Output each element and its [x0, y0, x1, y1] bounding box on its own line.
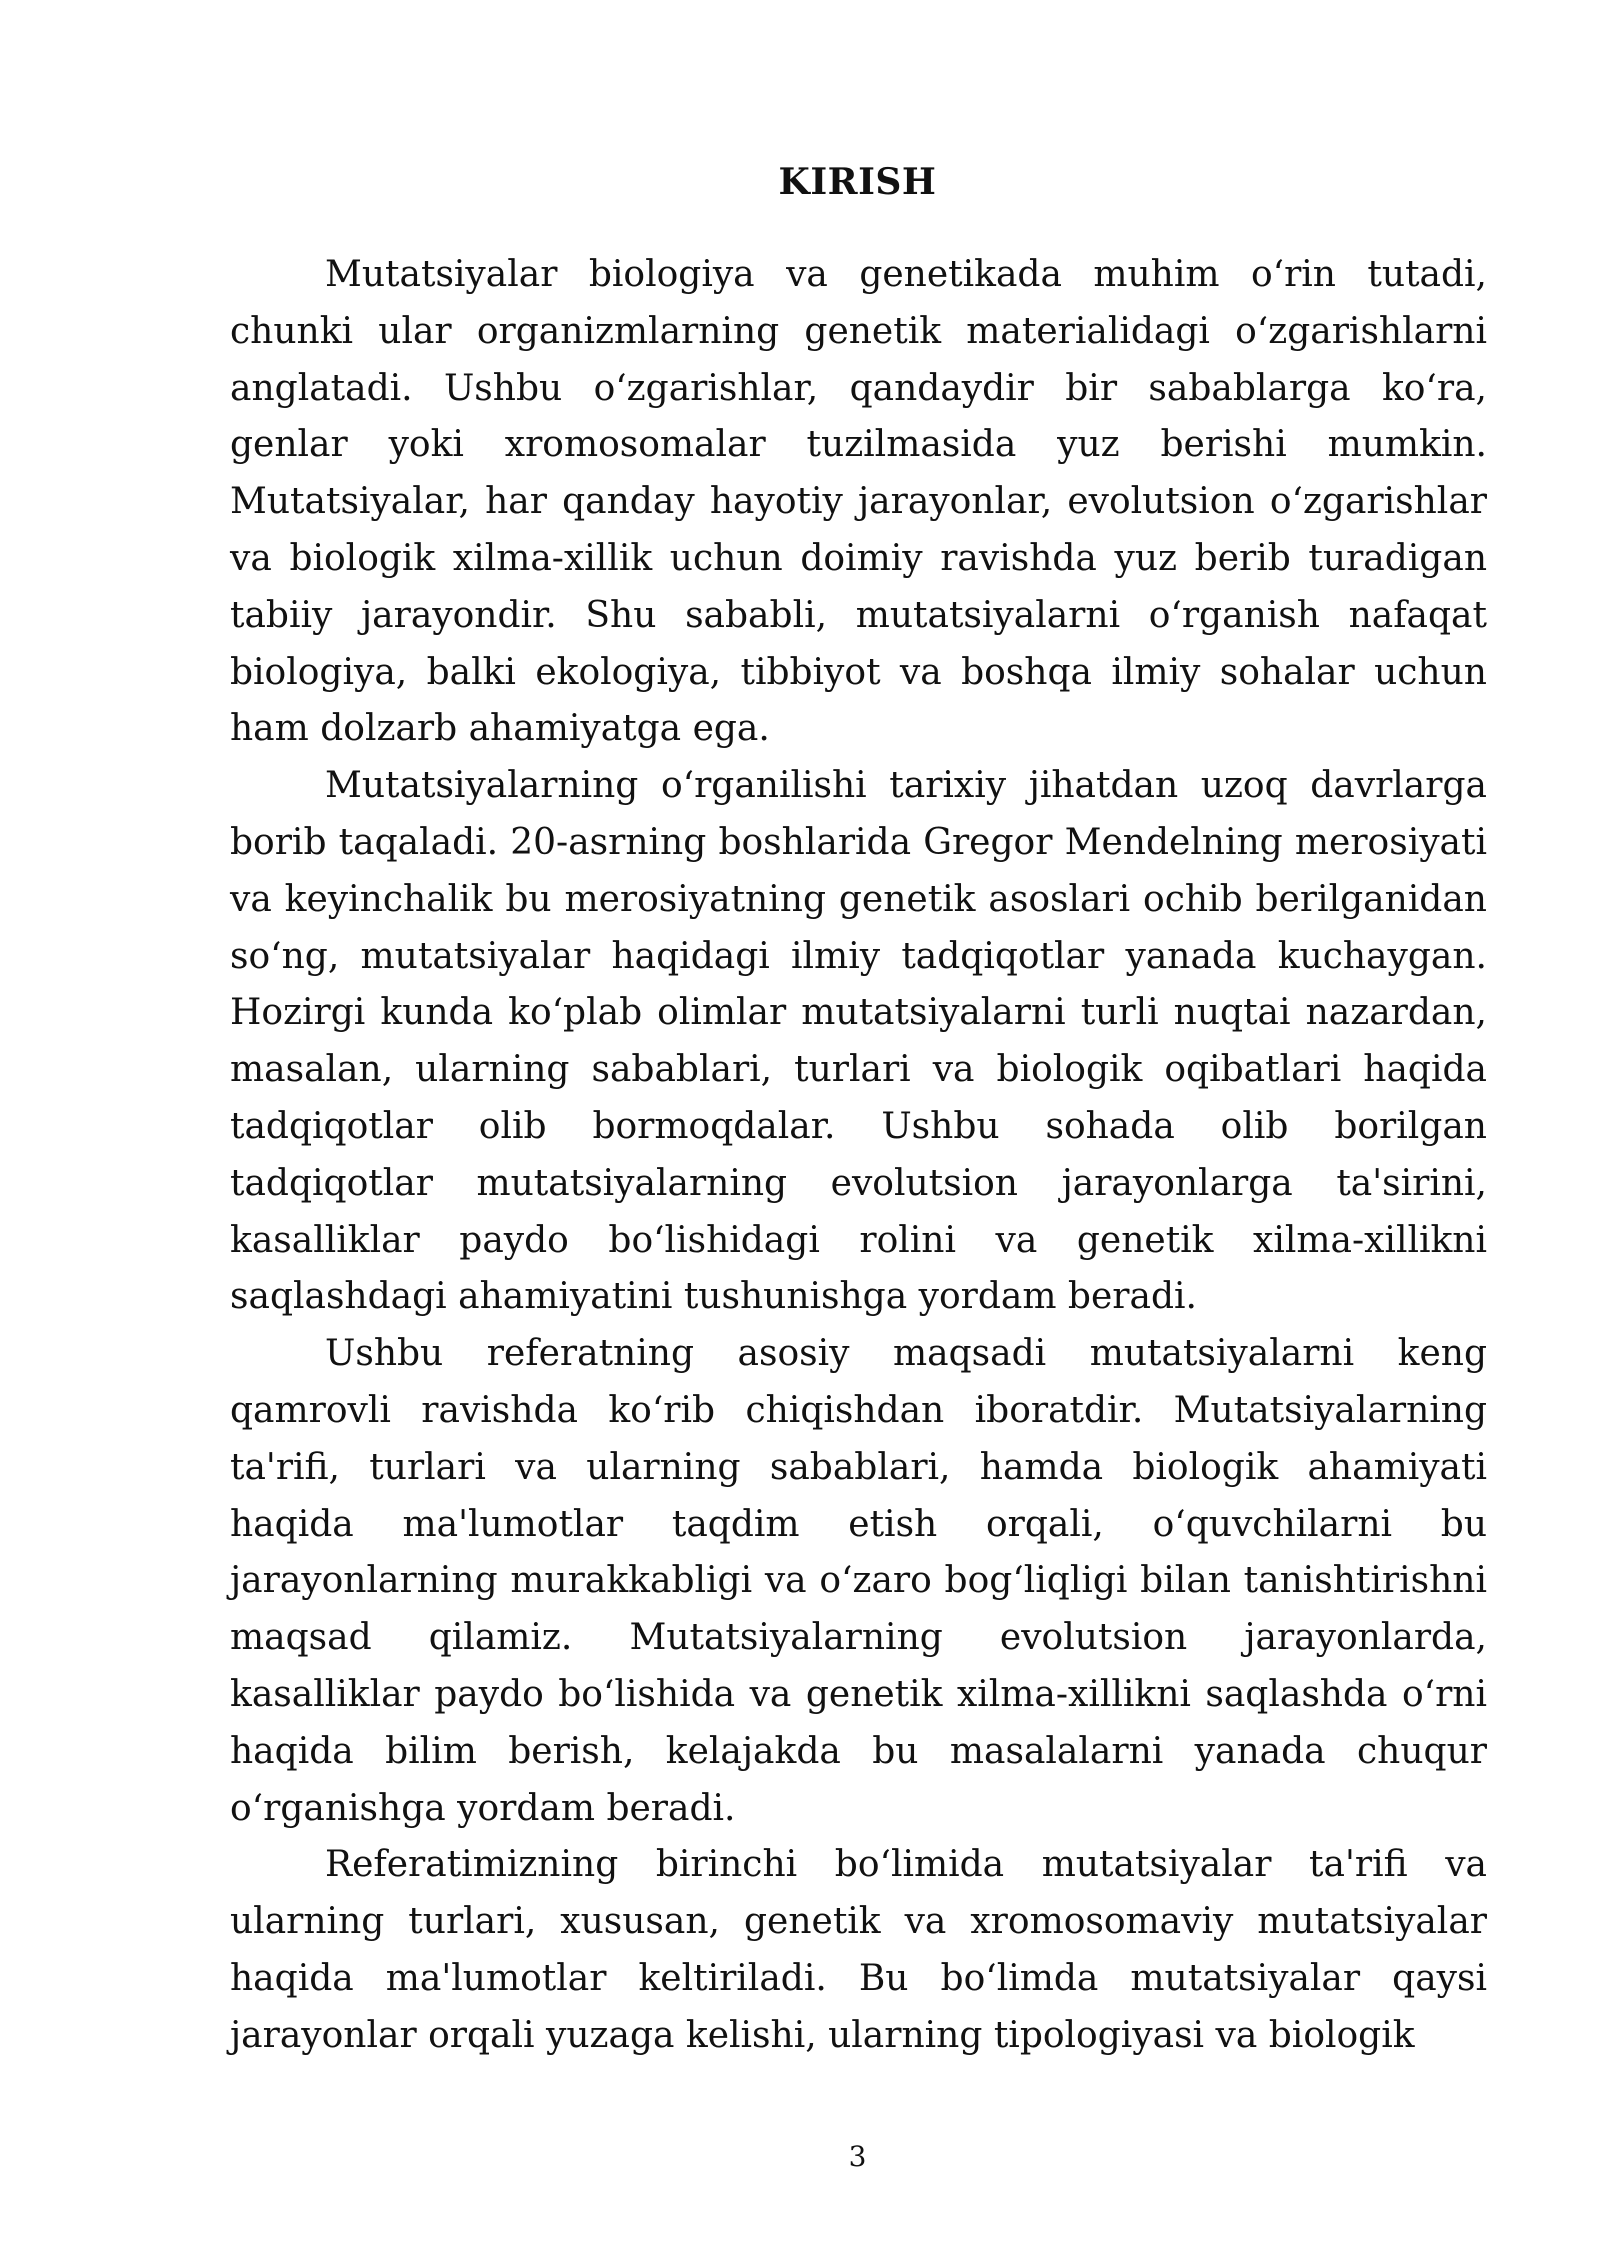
paragraph-2: Mutatsiyalarning oʻrganilishi tarixiy jihatdan uzoq davrlarga borib taqaladi. 20-asrning boshlarida Gregor Mendelning merosiyati va keyinchalik bu merosiyatning genetik asoslari ochib berilganidan soʻng, mutatsiyalar haqidagi ilmiy tadqiqotlar yanada kuchaygan. Hozirgi kunda koʻplab olimlar mutatsiyalarni turli nuqtai nazardan, masalan, ularning sabablari, turlari va biologik oqibatlari haqida tadqiqotlar olib bormoqdalar. Ushbu sohada olib borilgan tadqiqotlar mutatsiyalarning evolutsion jarayonlarga ta'sirini, kasalliklar paydo boʻlishidagi rolini va genetik xilma-xillikni saqlashdagi ahamiyatini tushunishga yordam beradi. [230, 765, 1487, 1318]
section-heading: KIRISH [778, 161, 937, 203]
paragraph-3: Ushbu referatning asosiy maqsadi mutatsiyalarni keng qamrovli ravishda koʻrib chiqishdan iboratdir. Mutatsiyalarning ta'rifi, turlari va ularning sabablari, hamda biologik ahamiyati haqida ma'lumotlar taqdim etish orqali, oʻquvchilarni bu jarayonlarning murakkabligi va oʻzaro bogʻliqligi bilan tanishtirishni maqsad qilamiz. Mutatsiyalarning evolutsion jarayonlarda, kasalliklar paydo boʻlishida va genetik xilma-xillikni saqlashda oʻrni haqida bilim berish, kelajakda bu masalalarni yanada chuqur oʻrganishga yordam beradi. [230, 1333, 1487, 1829]
paragraph-1: Mutatsiyalar biologiya va genetikada muhim oʻrin tutadi, chunki ular organizmlarning genetik materialidagi oʻzgarishlarni anglatadi. Ushbu oʻzgarishlar, qandaydir bir sabablarga koʻra, genlar yoki xromosomalar tuzilmasida yuz berishi mumkin. Mutatsiyalar, har qanday hayotiy jarayonlar, evolutsion oʻzgarishlar va biologik xilma-xillik uchun doimiy ravishda yuz berib turadigan tabiiy jarayondir. Shu sababli, mutatsiyalarni oʻrganish nafaqat biologiya, balki ekologiya, tibbiyot va boshqa ilmiy sohalar uchun ham dolzarb ahamiyatga ega. [230, 254, 1487, 750]
page-number: 3 [848, 2140, 867, 2173]
paragraph-4: Referatimizning birinchi boʻlimida mutatsiyalar ta'rifi va ularning turlari, xususan, genetik va xromosomaviy mutatsiyalar haqida ma'lumotlar keltiriladi. Bu boʻlimda mutatsiyalar qaysi jarayonlar orqali yuzaga kelishi, ularning tipologiyasi va biologik [230, 1844, 1487, 2056]
body-text [230, 247, 1487, 2065]
